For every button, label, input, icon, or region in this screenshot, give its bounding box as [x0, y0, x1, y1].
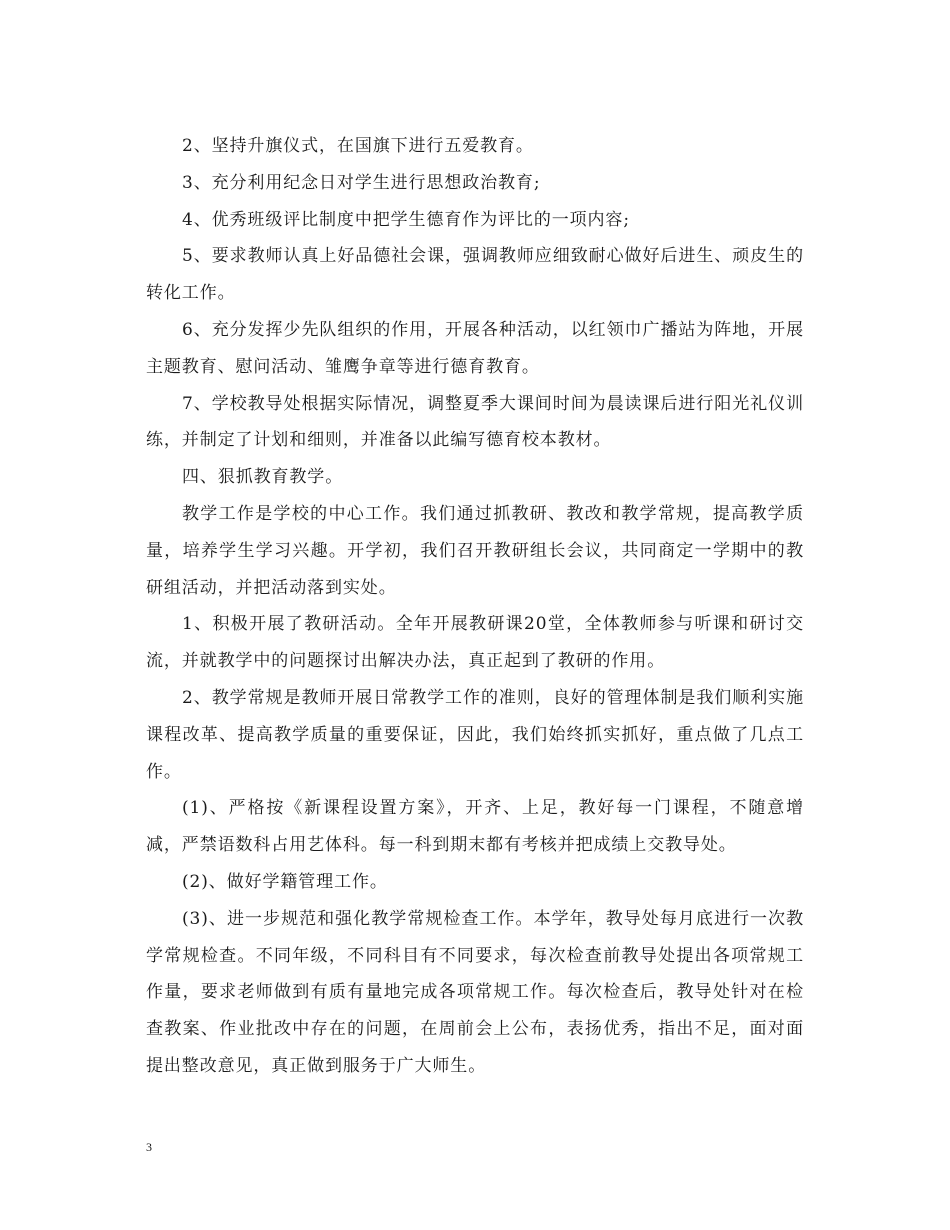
page-number: 3	[146, 1140, 152, 1154]
paragraph-item-3: 3、充分利用纪念日对学生进行思想政治教育;	[182, 172, 541, 193]
paragraph-item-6: 6、充分发挥少先队组织的作用，开展各种活动，以红领巾广播站为阵地，开展主题教育、慰问活动、雏鹰争章等进行德育教育。	[146, 319, 804, 377]
paragraph-teaching-1: 1、积极开展了教研活动。全年开展教研课20堂，全体教师参与听课和研讨交流，并就教学中的问题探讨出解决办法，真正起到了教研的作用。	[146, 614, 804, 672]
paragraph-item-4: 4、优秀班级评比制度中把学生德育作为评比的一项内容;	[182, 209, 630, 230]
paragraph-subitem-3: (3)、进一步规范和强化教学常规检查工作。本学年，教导处每月底进行一次教学常规检查。不同年级，不同科目有不同要求，每次检查前教导处提出各项常规工作量，要求老师做到有质有量地完成各项常规工作。每次检查后，教导处针对在检查教案、作业批改中存在的问题，在周前会上公布，表扬优秀，指出不足，面对面提出整改意见，真正做到服务于广大师生。	[146, 908, 804, 1076]
paragraph-teaching-intro: 教学工作是学校的中心工作。我们通过抓教研、教改和教学常规，提高教学质量，培养学生学习兴趣。开学初，我们召开教研组长会议，共同商定一学期中的教研组活动，并把活动落到实处。	[146, 503, 804, 598]
paragraph-subitem-1: (1)、严格按《新课程设置方案》，开齐、上足，教好每一门课程，不随意增减，严禁语数科占用艺体科。每一科到期末都有考核并把成绩上交教导处。	[146, 798, 804, 856]
paragraph-teaching-2: 2、教学常规是教师开展日常教学工作的准则，良好的管理体制是我们顺利实施课程改革、提高教学质量的重要保证，因此，我们始终抓实抓好，重点做了几点工作。	[146, 687, 804, 782]
paragraph-item-5: 5、要求教师认真上好品德社会课，强调教师应细致耐心做好后进生、顽皮生的转化工作。	[146, 246, 804, 304]
document-body	[146, 128, 804, 1085]
paragraph-item-7: 7、学校教导处根据实际情况，调整夏季大课间时间为晨读课后进行阳光礼仪训练，并制定了计划和细则，并准备以此编写德育校本教材。	[146, 393, 804, 451]
paragraph-item-2: 2、坚持升旗仪式，在国旗下进行五爱教育。	[182, 136, 534, 156]
section-heading-4: 四、狠抓教育教学。	[182, 467, 344, 488]
paragraph-subitem-2: (2)、做好学籍管理工作。	[182, 871, 388, 892]
